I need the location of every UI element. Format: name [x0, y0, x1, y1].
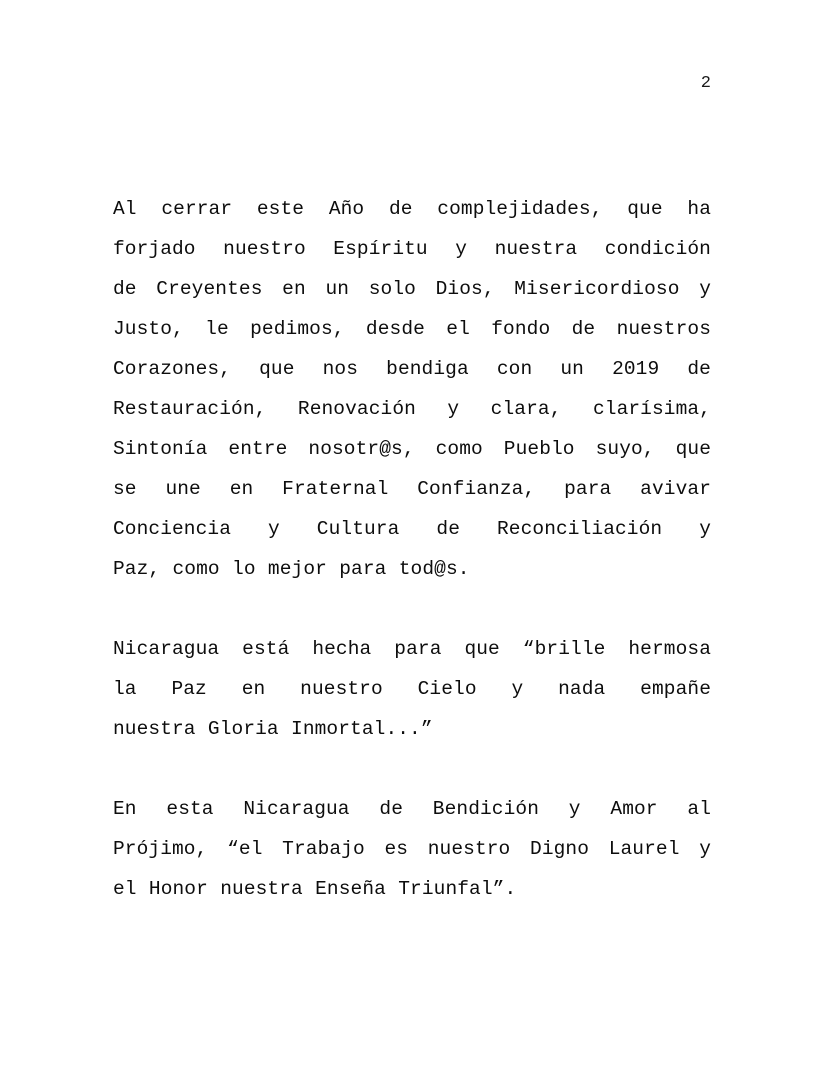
- text-line: nuestra Gloria Inmortal...”: [113, 718, 433, 740]
- text-line: de Creyentes en un solo Dios, Misericordioso y: [113, 278, 711, 300]
- paragraph-1: [113, 189, 711, 589]
- text-line: Nicaragua está hecha para que “brille hermosa: [113, 638, 711, 660]
- paragraph-2: [113, 629, 711, 749]
- text-line: Justo, le pedimos, desde el fondo de nuestros: [113, 318, 711, 340]
- text-line: Sintonía entre nosotr@s, como Pueblo suyo, que: [113, 438, 711, 460]
- paragraph-3: [113, 789, 711, 909]
- page-number: 2: [700, 74, 711, 93]
- document-body: [113, 189, 711, 909]
- text-line: Restauración, Renovación y clara, clarísima,: [113, 398, 711, 420]
- text-line: Prójimo, “el Trabajo es nuestro Digno Laurel y: [113, 838, 711, 860]
- text-line: Al cerrar este Año de complejidades, que ha: [113, 198, 711, 220]
- text-line: Corazones, que nos bendiga con un 2019 de: [113, 358, 711, 380]
- text-line: forjado nuestro Espíritu y nuestra condición: [113, 238, 711, 260]
- text-line: se une en Fraternal Confianza, para avivar: [113, 478, 711, 500]
- text-line: el Honor nuestra Enseña Triunfal”.: [113, 878, 517, 900]
- text-line: Conciencia y Cultura de Reconciliación y: [113, 518, 711, 540]
- text-line: la Paz en nuestro Cielo y nada empañe: [113, 678, 711, 700]
- text-line: En esta Nicaragua de Bendición y Amor al: [113, 798, 711, 820]
- text-line: Paz, como lo mejor para tod@s.: [113, 558, 470, 580]
